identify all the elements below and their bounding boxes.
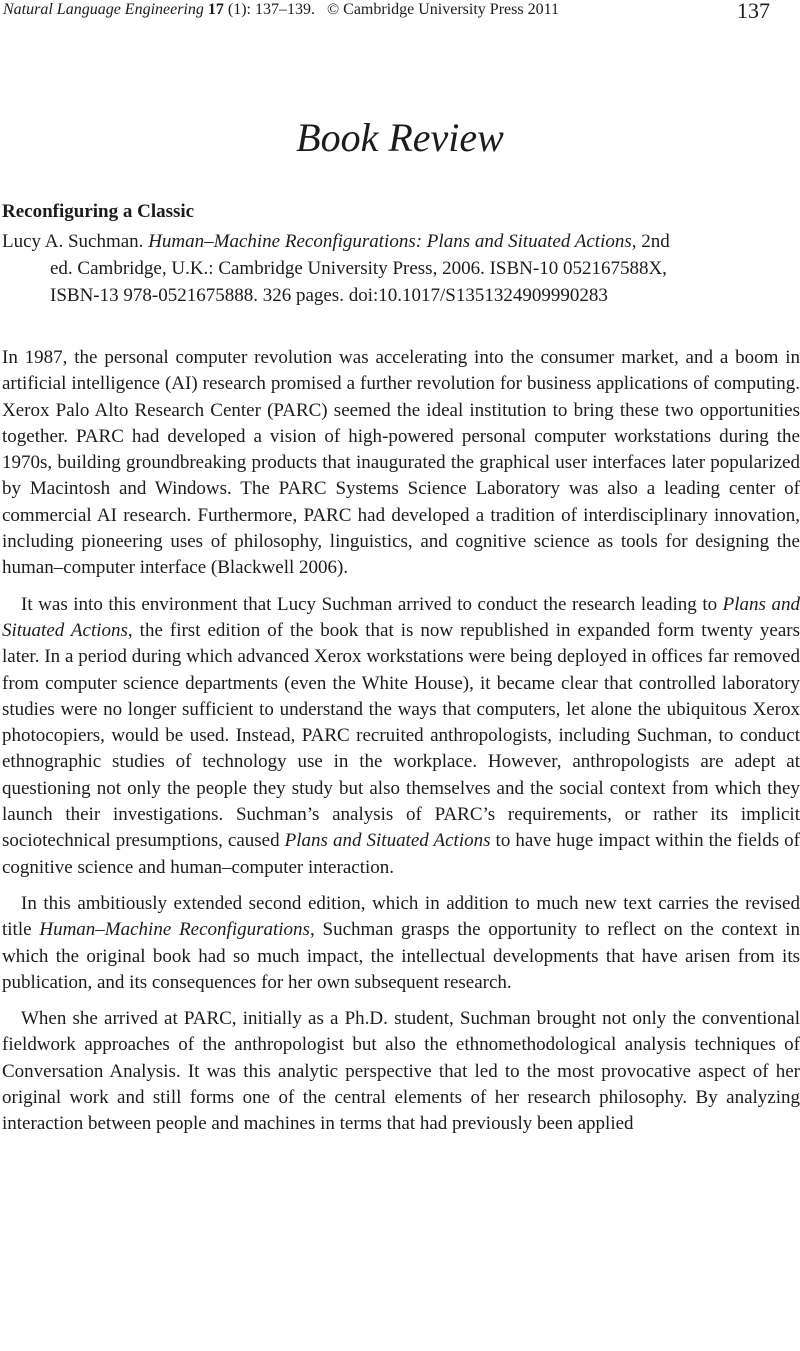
paragraph-3-text-a: In this ambitiously extended second edition, which in addition to much new text carries the revised title [2, 892, 800, 941]
paragraph-4: When she arrived at PARC, initially as a Ph.D. student, Suchman brought not only the conventional fieldwork approaches of the anthropologist but also the ethnomethodological analysis techniques of Conversation Analysis. It was this analytic perspective that led to the most provocative aspect of her original work and still forms one of the central elements of her research philosophy. By analyzing interaction between people and machines in terms that had previously been applied [2, 1008, 800, 1135]
citation-line-3: ISBN-13 978-0521675888. 326 pages. doi:10.1017/S1351324909990283 [50, 285, 608, 306]
page-number: 137 [737, 0, 770, 23]
paragraph-3 [2, 891, 800, 996]
paragraph-2-book-title-1: Plans and Situated Actions [2, 593, 800, 641]
citation-book-title: Human–Machine Reconfigurations: Plans and Situated Actions [148, 231, 632, 252]
copyright-notice: © Cambridge University Press 2011 [327, 1, 559, 18]
paragraph-2-text-c: , the first edition of the book that is now republished in expanded form twenty years later. In a period during which advanced Xerox workstations were being deployed in offices far removed from computer science departments (even the White House), it became clear that controlled laboratory studies were no longer sufficient to understand the ways that computers, let alone the ubiquitous Xerox photocopiers, would be used. Instead, PARC recruited anthropologists, including Suchman, to conduct ethnographic studies of technology use in the workplace. However, anthropologists are adept at questioning not only the people they study but also themselves and the social context from which they launch their investigations. Suchman’s analysis of PARC’s requirements, or rather its implicit sociotechnical presumptions, caused [2, 619, 800, 852]
paragraph-2 [2, 592, 800, 881]
review-heading: Reconfiguring a Classic [2, 201, 195, 222]
issue-pages: (1): 137–139. [227, 1, 315, 18]
running-head [3, 0, 800, 24]
book-citation [2, 228, 800, 309]
paragraph-2-text-a: It was into this environment that Lucy Suchman arrived to conduct the research leading to [21, 593, 723, 615]
paragraph-2-book-title-2: Plans and Situated Actions [284, 830, 491, 852]
review-body [2, 345, 800, 1138]
journal-volume: 17 [207, 1, 224, 18]
journal-citation [3, 0, 559, 20]
citation-line-1 [2, 228, 800, 255]
paragraph-2-text-e: to have huge impact within the fields of cognitive science and human–computer interaction. [2, 830, 800, 878]
journal-name: Natural Language Engineering [3, 1, 204, 18]
paragraph-3-text-c: , Suchman grasps the opportunity to reflect on the context in which the original book had so much impact, the intellectual developments that have arisen from its publication, and its consequences for her own subsequent research. [2, 919, 800, 993]
citation-author: Lucy A. Suchman. [2, 231, 149, 252]
paragraph-1: In 1987, the personal computer revolution was accelerating into the consumer market, and a boom in artificial intelligence (AI) research promised a further revolution for business applications of computing. Xerox Palo Alto Research Center (PARC) seemed the ideal institution to bring these two opportunities together. PARC had developed a vision of high-powered personal computer workstations during the 1970s, building groundbreaking products that inaugurated the graphical user interfaces later popularized by Macintosh and Windows. The PARC Systems Science Laboratory was also a leading center of commercial AI research. Furthermore, PARC had developed a tradition of interdisciplinary innovation, including pioneering uses of philosophy, linguistics, and cognitive science as tools for designing the human–computer interface (Blackwell 2006). [2, 347, 800, 579]
paragraph-3-book-title: Human–Machine Reconfigurations [39, 919, 310, 941]
page-title: Book Review [296, 115, 504, 160]
citation-edition: , 2nd [631, 231, 670, 252]
citation-line-2: ed. Cambridge, U.K.: Cambridge University Press, 2006. ISBN-10 052167588X, [50, 258, 667, 279]
